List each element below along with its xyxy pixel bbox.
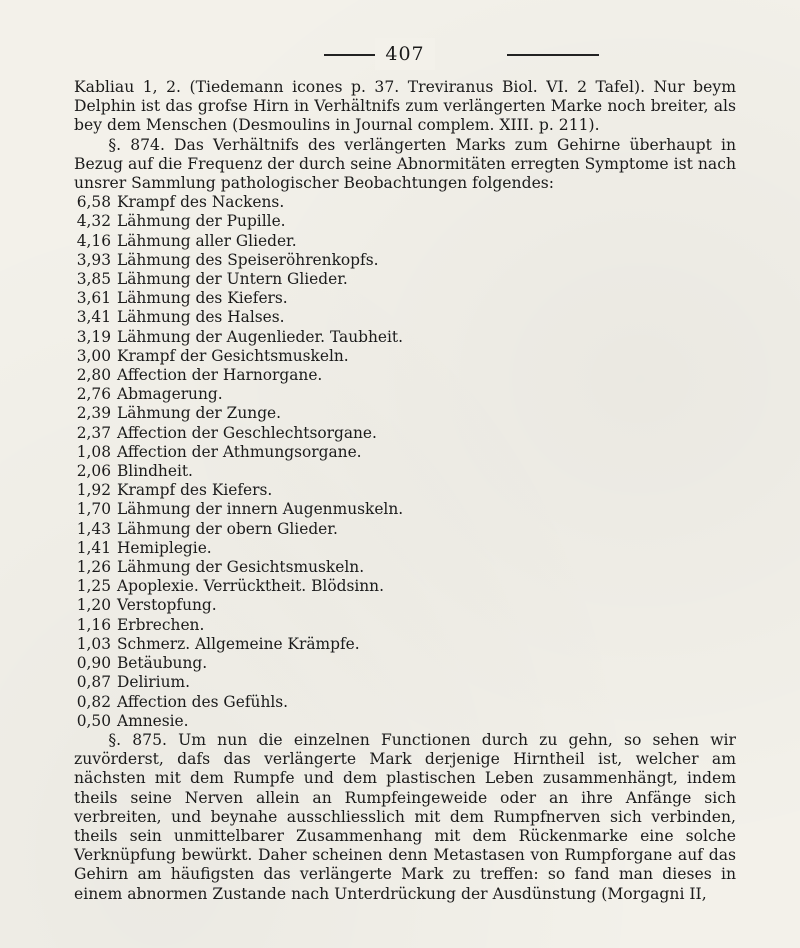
symptom-frequency: 3,93 [76,250,111,269]
symptom-label: Affection der Geschlechtsorgane. [117,423,377,442]
symptom-row [74,232,736,251]
symptom-frequency: 1,20 [76,596,111,615]
symptom-frequency: 2,39 [76,404,111,423]
symptom-row [74,212,736,231]
symptom-label: Krampf der Gesichtsmuskeln. [117,346,349,365]
symptom-row [74,328,736,347]
symptom-frequency: 3,85 [76,270,111,289]
symptom-row [74,539,736,558]
symptom-frequency: 3,00 [76,346,111,365]
symptom-frequency: 1,41 [76,538,111,557]
symptom-row [74,693,736,712]
intro-paragraph: Kabliau 1, 2. (Tiedemann icones p. 37. Treviranus Biol. VI. 2 Tafel). Nur beym Delphin ist das grofse Hirn in Verhältnifs zum verlängerten Marke noch breiter, als bey dem Menschen (Desmoulins in Journal complem. XIII. p. 211). [74,78,736,135]
symptom-row [74,673,736,692]
symptom-frequency: 3,61 [76,289,111,308]
section-874-paragraph: §. 874. Das Verhältnifs des verlängerten Marks zum Gehirne überhaupt in Bezug auf die Frequenz der durch seine Abnormitäten erregten Symptome ist nach unsrer Sammlung pathologischer Beobachtungen folgendes: [74,135,736,193]
symptom-label: Amnesie. [117,711,189,730]
header-rule-right [507,54,599,56]
symptom-label: Lähmung der Untern Glieder. [117,270,348,289]
symptom-frequency-list [74,193,736,731]
symptom-frequency: 3,41 [76,308,111,327]
symptom-frequency: 1,92 [76,481,111,500]
symptom-row [74,347,736,366]
symptom-frequency: 2,06 [76,462,111,481]
symptom-frequency: 2,37 [76,423,111,442]
symptom-label: Delirium. [117,673,190,692]
symptom-label: Abmagerung. [117,385,223,404]
symptom-label: Schmerz. Allgemeine Krämpfe. [117,634,360,653]
symptom-row [74,635,736,654]
symptom-row [74,404,736,423]
symptom-row [74,596,736,615]
symptom-row [74,424,736,443]
symptom-frequency: 4,16 [76,231,111,250]
symptom-label: Lähmung des Halses. [117,308,285,327]
symptom-label: Affection des Gefühls. [117,692,289,711]
symptom-row [74,462,736,481]
symptom-label: Lähmung der Augenlieder. Taubheit. [117,327,403,346]
symptom-row [74,270,736,289]
symptom-frequency: 0,82 [76,692,111,711]
symptom-frequency: 0,50 [76,711,111,730]
symptom-frequency: 1,08 [76,442,111,461]
symptom-row [74,577,736,596]
symptom-label: Lähmung des Speiseröhrenkopfs. [117,250,379,269]
symptom-frequency: 1,43 [76,519,111,538]
symptom-row [74,443,736,462]
symptom-row [74,616,736,635]
symptom-row [74,520,736,539]
symptom-frequency: 6,58 [76,193,111,212]
symptom-row [74,308,736,327]
symptom-label: Lähmung der obern Glieder. [117,519,338,538]
symptom-frequency: 1,16 [76,615,111,634]
symptom-row [74,193,736,212]
symptom-label: Krampf des Nackens. [117,193,285,212]
symptom-row [74,385,736,404]
symptom-label: Betäubung. [117,654,208,673]
symptom-frequency: 3,19 [76,327,111,346]
symptom-label: Lähmung der Pupille. [117,212,286,231]
symptom-frequency: 4,32 [76,212,111,231]
symptom-label: Affection der Harnorgane. [117,366,323,385]
symptom-label: Lähmung der Zunge. [117,404,282,423]
symptom-frequency: 1,26 [76,558,111,577]
page-header [74,38,736,70]
symptom-row [74,558,736,577]
symptom-label: Hemiplegie. [117,538,212,557]
symptom-label: Verstopfung. [117,596,217,615]
symptom-label: Lähmung der innern Augenmuskeln. [117,500,404,519]
symptom-label: Lähmung aller Glieder. [117,231,297,250]
section-875-paragraph: §. 875. Um nun die einzelnen Functionen durch zu gehn, so sehen wir zuvörderst, dafs das verlängerte Mark derjenige Hirntheil ist, welcher am nächsten mit dem Rumpfe und dem plastischen Leben zusammenhängt, indem theils seine Nerven allein an Rumpfeingeweide oder an ihre Anfänge sich verbreiten, und beynahe ausschliesslich mit dem Rumpfnerven sich verbinden, theils sein unmittelbarer Zusammenhang mit dem Rückenmarke eine solche Verknüpfung bewürkt. Daher scheinen denn Metastasen von Rumpforgane auf das Gehirn am häufigsten das verlängerte Mark zu treffen: so fand man dieses in einem abnormen Zustande nach Unterdrückung der Ausdünstung (Morgagni II, [74,730,736,903]
symptom-label: Krampf des Kiefers. [117,481,273,500]
symptom-frequency: 1,03 [76,634,111,653]
symptom-label: Lähmung des Kiefers. [117,289,288,308]
symptom-frequency: 2,76 [76,385,111,404]
symptom-row [74,654,736,673]
symptom-row [74,289,736,308]
symptom-label: Affection der Athmungsorgane. [117,442,362,461]
symptom-label: Erbrechen. [117,615,205,634]
symptom-label: Apoplexie. Verrücktheit. Blödsinn. [117,577,384,596]
symptom-row [74,481,736,500]
symptom-label: Lähmung der Gesichtsmuskeln. [117,558,365,577]
symptom-frequency: 2,80 [76,366,111,385]
symptom-frequency: 0,90 [76,654,111,673]
page-number: 407 [375,38,434,70]
symptom-row [74,366,736,385]
symptom-frequency: 1,25 [76,577,111,596]
symptom-row [74,500,736,519]
symptom-row [74,251,736,270]
symptom-row [74,712,736,731]
symptom-frequency: 0,87 [76,673,111,692]
symptom-frequency: 1,70 [76,500,111,519]
symptom-label: Blindheit. [117,462,193,481]
